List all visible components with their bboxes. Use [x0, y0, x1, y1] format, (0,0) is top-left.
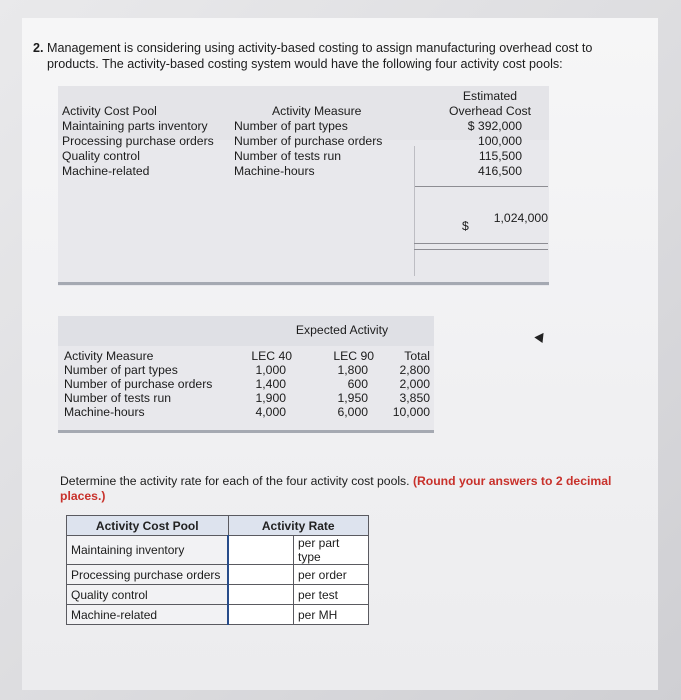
worksheet-page — [22, 18, 658, 690]
rate-pool-label: Maintaining inventory — [67, 536, 229, 565]
cost-pool-header-measure: Activity Measure — [272, 104, 362, 118]
rate-pool-label: Machine-related — [67, 605, 229, 625]
expected-row-total: 3,850 — [399, 391, 430, 405]
rate-input[interactable] — [228, 585, 294, 605]
expected-header-total: Total — [404, 349, 430, 363]
subtotal-rule — [414, 186, 548, 187]
cost-pool-name: Quality control — [62, 149, 140, 163]
cost-pool-header-overhead-1: Estimated — [462, 89, 518, 103]
expected-row-total: 10,000 — [392, 405, 430, 419]
total-double-rule-2 — [414, 249, 548, 250]
rate-input[interactable] — [228, 605, 294, 625]
rate-unit: per test — [294, 585, 369, 605]
expected-row-measure: Number of part types — [64, 363, 178, 377]
cost-pool-header-overhead-2: Overhead Cost — [449, 104, 531, 118]
cost-pool-header-pool: Activity Cost Pool — [62, 104, 157, 118]
expected-row-measure: Number of purchase orders — [64, 377, 213, 391]
rate-input[interactable] — [228, 536, 294, 565]
cost-pool-measure: Number of purchase orders — [234, 134, 383, 148]
instruction-note-2: places.) — [60, 489, 106, 503]
expected-row-measure: Number of tests run — [64, 391, 172, 405]
cost-pool-measure: Number of part types — [234, 119, 348, 133]
expected-row-lec90: 600 — [347, 377, 368, 391]
expected-row-lec40: 1,400 — [255, 377, 286, 391]
rate-input[interactable] — [228, 565, 294, 585]
cost-pool-cost: 100,000 — [477, 134, 522, 148]
instruction-main: Determine the activity rate for each of the four activity cost pools. — [60, 474, 410, 488]
mouse-cursor-icon — [534, 330, 547, 343]
table-row — [67, 605, 369, 625]
cost-pool-total: 1,024,000 — [493, 211, 548, 225]
rate-header-pool: Activity Cost Pool — [67, 516, 229, 536]
question-line-1: Management is considering using activity-based costing to assign manufacturing overhead cost to — [47, 41, 593, 55]
cost-pool-name: Maintaining parts inventory — [62, 119, 208, 133]
expected-row-lec90: 1,950 — [337, 391, 368, 405]
column-divider — [414, 146, 415, 276]
total-dollar-sign: $ — [462, 219, 469, 233]
expected-row-lec90: 6,000 — [337, 405, 368, 419]
expected-row-total: 2,000 — [399, 377, 430, 391]
rate-unit: per MH — [294, 605, 369, 625]
rate-unit: per part type — [294, 536, 369, 565]
table-row — [67, 585, 369, 605]
cost-pool-measure: Number of tests run — [234, 149, 342, 163]
cost-pool-name: Machine-related — [62, 164, 150, 178]
instruction-text — [60, 474, 640, 504]
expected-header-lec90: LEC 90 — [333, 349, 374, 363]
expected-row-lec40: 1,900 — [255, 391, 286, 405]
table-bottom-border — [58, 282, 549, 285]
expected-activity-title: Expected Activity — [295, 323, 389, 337]
expected-header-measure: Activity Measure — [64, 349, 154, 363]
question-number: 2. — [33, 41, 44, 55]
expected-header-lec40: LEC 40 — [251, 349, 292, 363]
instruction-note-1: (Round your answers to 2 decimal — [412, 474, 612, 488]
activity-rate-table — [66, 515, 369, 625]
question-line-2: products. The activity-based costing system would have the following four activity cost pools: — [47, 57, 563, 71]
question-text — [33, 40, 592, 72]
expected-table-bottom-border — [58, 430, 434, 433]
cost-pool-cost: $ 392,000 — [467, 119, 522, 133]
rate-pool-label: Quality control — [67, 585, 229, 605]
expected-row-lec40: 1,000 — [255, 363, 286, 377]
expected-row-measure: Machine-hours — [64, 405, 145, 419]
table-row — [67, 565, 369, 585]
cost-pool-measure: Machine-hours — [234, 164, 315, 178]
rate-unit: per order — [294, 565, 369, 585]
expected-row-lec40: 4,000 — [255, 405, 286, 419]
rate-header-rate: Activity Rate — [228, 516, 369, 536]
cost-pool-cost: 416,500 — [477, 164, 522, 178]
total-double-rule-1 — [414, 243, 548, 244]
expected-row-total: 2,800 — [399, 363, 430, 377]
cost-pool-cost: 115,500 — [478, 149, 522, 163]
rate-pool-label: Processing purchase orders — [67, 565, 229, 585]
expected-row-lec90: 1,800 — [337, 363, 368, 377]
cost-pool-name: Processing purchase orders — [62, 134, 214, 148]
table-row — [67, 536, 369, 565]
